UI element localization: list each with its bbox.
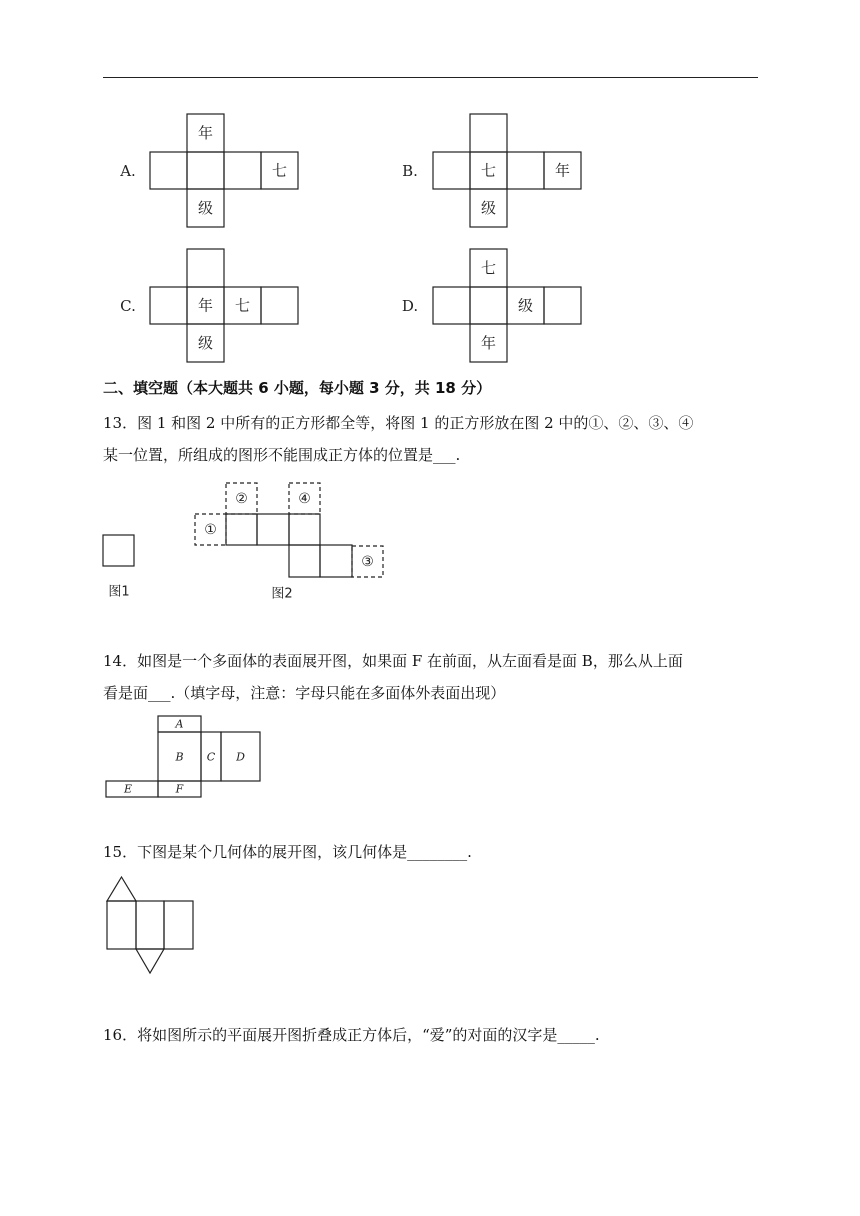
- q14-text-line2: 看是面___.（填字母，注意：字母只能在多面体外表面出现）: [103, 684, 506, 702]
- option-a-top-char: 年: [197, 124, 214, 142]
- q13-fig2-caption: 图2: [271, 586, 293, 602]
- section-2-heading: 二、填空题（本大题共 6 小题，每小题 3 分，共 18 分）: [103, 379, 492, 397]
- q14-text-line1: 14．如图是一个多面体的表面展开图，如果面 F 在前面，从左面看是面 B，那么从上面: [103, 652, 683, 670]
- q14-face-e: E: [123, 782, 133, 796]
- q13-mark-2: ②: [235, 491, 248, 507]
- option-b-bottom-char: 级: [480, 199, 497, 217]
- q14-face-d: D: [236, 750, 245, 764]
- q14-face-a: A: [175, 717, 184, 731]
- q15-net: [107, 877, 193, 973]
- option-c-net: [120, 249, 298, 362]
- option-b-right-char: 年: [554, 161, 571, 180]
- option-c-next-char: 七: [234, 296, 251, 315]
- option-a-right-char: 七: [271, 161, 288, 180]
- q14-face-b: B: [175, 750, 184, 764]
- option-a-label: A.: [120, 162, 136, 180]
- q13-mark-4: ④: [298, 491, 311, 507]
- option-a-bottom-char: 级: [197, 199, 214, 217]
- q13-mark-3: ③: [361, 554, 374, 570]
- q13-mark-1: ①: [204, 522, 217, 538]
- q15-text: 15．下图是某个几何体的展开图，该几何体是________.: [103, 843, 472, 861]
- q13-fig1-caption: 图1: [108, 584, 130, 600]
- option-c-center-char: 年: [197, 296, 214, 315]
- option-b-center-char: 七: [480, 161, 497, 180]
- option-d-cell-char: 级: [517, 296, 534, 315]
- option-d-net: [402, 249, 581, 362]
- q13-text-line2: 某一位置，所组成的图形不能围成正方体的位置是___.: [103, 446, 461, 464]
- option-d-bottom-char: 年: [480, 334, 497, 352]
- q16-text: 16．将如图所示的平面展开图折叠成正方体后，“爱”的对面的汉字是_____.: [103, 1026, 600, 1044]
- q14-face-f: F: [175, 782, 184, 796]
- option-d-label: D.: [401, 297, 419, 315]
- q13-text-line1: 13．图 1 和图 2 中所有的正方形都全等，将图 1 的正方形放在图 2 中的①、②、③、④: [103, 414, 694, 432]
- option-c-bottom-char: 级: [197, 334, 214, 352]
- option-d-top-char: 七: [480, 259, 497, 277]
- q14-face-c: C: [206, 750, 216, 764]
- option-a-net: [119, 114, 298, 227]
- header-rule: [103, 77, 758, 78]
- option-b-label: B.: [402, 162, 418, 180]
- option-c-label: C.: [120, 297, 136, 315]
- q14-net: [106, 716, 260, 797]
- option-b-net: [402, 114, 581, 227]
- q13-figure-1: [103, 535, 134, 600]
- q13-figure-2: [195, 483, 383, 602]
